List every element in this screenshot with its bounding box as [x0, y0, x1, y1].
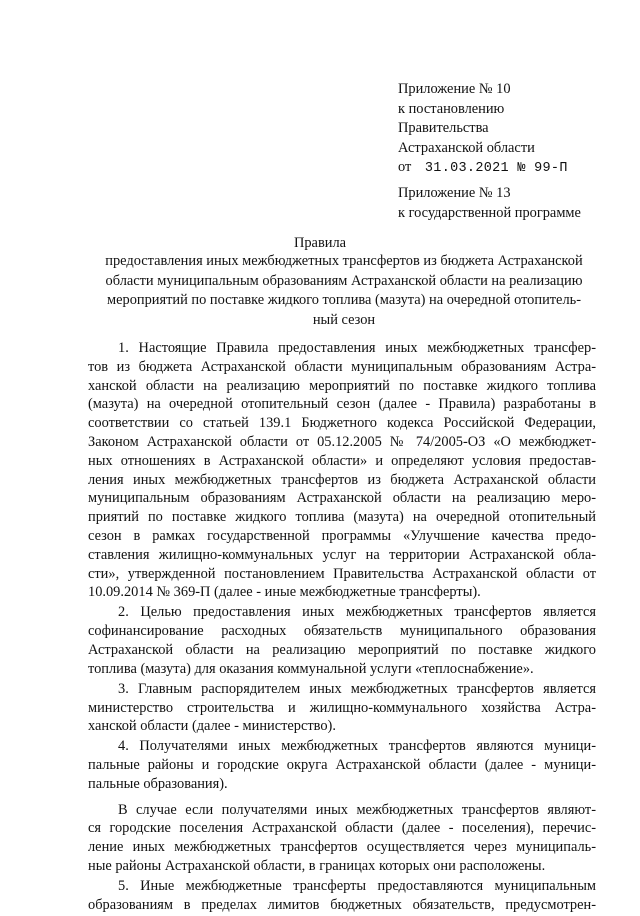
body-line: (мазута) на очередной отопительный сезон (далее - Правила) разработаны в — [88, 396, 596, 413]
body-line: топлива (мазута) для оказания коммунальной услуги «теплоснабжение». — [88, 660, 534, 677]
body-line: муниципальным образованиям Астраханской области на реализацию меро- — [88, 490, 596, 507]
body-line: В случае если получателями иных межбюджетных трансфертов являют- — [118, 801, 596, 818]
body-line: тов из бюджета Астраханской области муниципальным образованиям Астра- — [88, 358, 596, 375]
paragraph-4-continued — [88, 801, 596, 876]
paragraph-5 — [88, 877, 596, 915]
body-line: ставления жилищно-коммунальных услуг на территории Астраханской обла- — [88, 546, 596, 563]
body-line: ные районы Астраханской области, в границах которых они расположены. — [88, 858, 546, 875]
body-line: 4. Получателями иных межбюджетных трансфертов являются муници- — [118, 738, 596, 755]
body-line: ления иных межбюджетных трансфертов из бюджета Астраханской области — [88, 471, 596, 488]
body-line: пальные образования). — [88, 775, 228, 792]
paragraph-2 — [88, 603, 596, 678]
paragraph-1 — [88, 339, 596, 602]
subtitle-line: мероприятий по поставке жидкого топлива (мазута) на очередной отопитель- — [107, 292, 581, 308]
date-prefix: от — [398, 159, 412, 175]
body-line: софинансирование расходных обязательств муниципального образования — [88, 623, 596, 640]
body-line: ных отношениях в Астраханской области» и определяют условия предостав- — [88, 452, 596, 469]
appendix-issuer: Правительства — [398, 120, 489, 136]
body-line: соответствии со статьей 139.1 Бюджетного кодекса Российской Федерации, — [88, 415, 596, 432]
paragraph-3 — [88, 680, 596, 736]
body-line: министерство строительства и жилищно-коммунального хозяйства Астра- — [88, 699, 596, 716]
document-body — [88, 339, 596, 916]
body-line: Астраханской области на реализацию мероприятий по поставке жидкого — [88, 641, 596, 658]
body-line: 5. Иные межбюджетные трансферты предоставляются муниципальным — [118, 878, 596, 895]
date-stamp-value: 31.03.2021 № 99-П — [424, 161, 568, 176]
appendix-block-resolution — [398, 80, 618, 179]
body-line: пальные районы и городские округа Астраханской области (далее - муници- — [88, 757, 596, 774]
paragraph-4 — [88, 737, 596, 793]
appendix-date-line — [398, 158, 618, 179]
appendix-reference: к государственной программе — [398, 204, 581, 221]
body-line: образованиям в пределах лимитов бюджетных обязательств, предусмотрен- — [88, 896, 596, 913]
appendix-number: Приложение № 10 — [398, 81, 511, 97]
body-line: 3. Главным распорядителем иных межбюджетных трансфертов является — [118, 680, 596, 697]
body-line: 10.09.2014 № 369-П (далее - иные межбюджетные трансферты). — [88, 584, 481, 601]
document-subtitle — [88, 252, 600, 330]
subtitle-line: предоставления иных межбюджетных трансфертов из бюджета Астраханской — [105, 253, 583, 269]
body-line: ление иных межбюджетных трансфертов осуществляется через муниципаль- — [88, 839, 596, 856]
body-line: сти», утвержденной постановлением Правительства Астраханской области от — [88, 565, 596, 582]
body-line: 1. Настоящие Правила предоставления иных межбюджетных трансфер- — [118, 340, 596, 356]
body-line: ханской области на реализацию мероприятий по поставке жидкого топлива — [88, 377, 596, 394]
appendix-block-program — [398, 184, 618, 223]
document-title: Правила — [293, 235, 347, 251]
subtitle-line: области муниципальным образованиям Астраханской области на реализацию — [105, 272, 583, 289]
appendix-region: Астраханской области — [398, 139, 535, 156]
body-line: ханской области (далее - министерство). — [88, 718, 336, 735]
appendix-reference: к постановлению — [398, 100, 505, 117]
body-line: сезон в рамках государственной программы «Улучшение качества предо- — [88, 527, 596, 544]
body-line: приятий по поставке жидкого топлива (мазута) на очередной отопительный — [88, 509, 596, 526]
appendix-number: Приложение № 13 — [398, 185, 511, 201]
body-line: 2. Целью предоставления иных межбюджетных трансфертов является — [118, 604, 596, 621]
body-line: ся городские поселения Астраханской области (далее - поселения), перечис- — [88, 820, 596, 837]
subtitle-line: ный сезон — [312, 311, 376, 328]
body-line: Законом Астраханской области от 05.12.2005 № 74/2005-ОЗ «О межбюджет- — [88, 433, 596, 450]
